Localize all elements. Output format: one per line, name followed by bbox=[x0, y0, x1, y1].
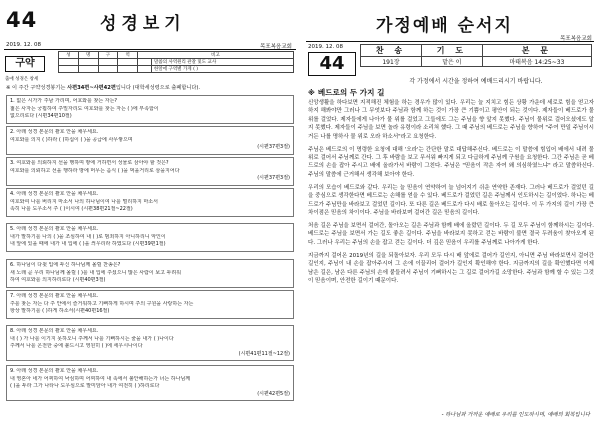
table-header: 찬 송 bbox=[361, 45, 422, 57]
question-prompt: 1. 없은 시가가 주남 가리며, 어호와를 찾는 자는? bbox=[10, 98, 118, 104]
article-paragraph: 지금까지 걸어온 2019년의 길을 되돌아보자. 우리 모두 다시 배 앞에로 걸어가 길인지, 아니면 주님 바라보면서 걸어간 길인지, 주님이 내 손을 잡아주시어 그 손에 이끌리어 걸어가 길인지 확인해야 한다. 지금까지의 길을 확인했다면 이제 남은 길은, 남은 다른 주님의 손에 붙들려서 주님이 기뻐하시는 그 길로 걸어가길 소망한다. 주님과 함께 할 수 있는 그것이 믿음이며, 안전한 길이기 때문이다. bbox=[308, 252, 594, 285]
table-row bbox=[59, 59, 294, 66]
question-line: 젊은 사자는 궁핍하여 주밀자리도 여호와를 찾는 자는 ( )에 부족함이 bbox=[10, 105, 159, 112]
attendance-table bbox=[58, 51, 294, 73]
article-title: ※ 베드로의 두 가지 길 bbox=[308, 88, 385, 97]
table-cell: 말씀의 사역원리 관찰 및도 교사 bbox=[152, 59, 294, 66]
question-line: 내가 말하기를 나의 ( )을 조심하여 내 ( )로 범죄하지 아니하리니 악인이 bbox=[10, 233, 166, 240]
question-prompt: 2. 아래 성경 본문의 괄호 안을 채우세요. bbox=[10, 129, 99, 135]
instruction: ※ 이 주간 구약성경봉기는 사편34편~사편42편입니다 (대학세성령으로 출폐합니다). bbox=[6, 85, 201, 91]
question-prompt: 4. 아래 성경 본문의 괄호 안을 채우세요. bbox=[10, 191, 99, 197]
question-reference: (시편41편11절~12절) bbox=[238, 350, 290, 357]
question-line: 여호와여 나를 버리지 마소서 나의 하나님이여 나를 멀리하지 마소서 bbox=[10, 198, 158, 205]
question-reference: (시편42편5절) bbox=[257, 390, 290, 397]
issue-number: 44 bbox=[6, 8, 38, 32]
table-cell: 한알에 구역별 가게 ( ) bbox=[152, 66, 294, 73]
question-line: 내 앞에 있을 때에 내가 내 입에 ( )을 씌우리라 하였도다 (시편39편1절) bbox=[10, 241, 166, 248]
issue-number: 44 bbox=[308, 52, 356, 76]
reference-mark-icon: ※ bbox=[308, 89, 315, 97]
table-header: 구 bbox=[98, 52, 118, 59]
question-box bbox=[6, 290, 294, 319]
question-prompt: 9. 아래 성경 본문의 괄호 안을 채우세요. bbox=[10, 368, 99, 374]
section-box: 구약 bbox=[5, 56, 45, 72]
page-title: 성경보기 bbox=[100, 14, 186, 34]
prayer-cell: 맡은 이 bbox=[421, 57, 482, 67]
question-prompt: 8. 아래 성경 본문의 괄호 안을 채우세요. bbox=[10, 328, 99, 334]
table-header: 비고 bbox=[138, 52, 294, 59]
question-line: 항상 말하기를 ( )하게 하소서(시편40편16절) bbox=[10, 308, 110, 315]
table-header: 본 문 bbox=[482, 45, 591, 57]
question-line: 여호와를 의지 ( )하라 ( )하십이 ( )을 공급에 사무쌓으며 bbox=[10, 136, 133, 143]
table-header: 성 bbox=[59, 52, 79, 59]
worship-order-page bbox=[300, 0, 600, 424]
question-box bbox=[6, 259, 294, 288]
question-line: 속히 나를 도우소서 주 ( )이시여 (시편38편21절~22절) bbox=[10, 206, 133, 213]
question-reference: (시편37편3절) bbox=[257, 144, 290, 151]
article-paragraph: 주님은 베드로의 이 명령한 요청에 대해 '오라'는 간단한 말로 대답해주신다. 베드로는 이 말씀에 힘입어 배에서 내려 물위로 걸어서 주님께로 간다. 그 후 바람을 보고 무서워 빠지게 되고 다급하게 주님께 구원을 요청한다. 그간 주님은 곧 베드로의 손을 잡아 주시고 배에 올라가서 바람이 그친다. 주님은 "믿음이 작은 자여 왜 의심하였느냐" 라고 말씀하신다. 주님의 말씀에 근거해서 생각해 보아야 한다. bbox=[308, 146, 594, 178]
question-line: 새 노래 곧 우리 하나님께 올릴 ( )를 내 입에 주셨으니 많은 사람이 보고 두려워 bbox=[10, 269, 182, 276]
question-prompt: 5. 아래 성경 본문의 괄호 안을 채우세요. bbox=[10, 226, 99, 232]
church-name: 목포복음교회 bbox=[560, 36, 592, 42]
question-box bbox=[6, 223, 294, 252]
question-line: 없으리로다 (시편34편10절) bbox=[10, 113, 72, 120]
question-prompt: 3. 여호와를 의뢰하지 선을 행하며 땅에 거하면서 성물로 삼아야 할 것은? bbox=[10, 160, 169, 166]
question-line: 내 ( ) 가 나를 이기지 못하오니 주께서 나를 기뻐하시는 줄을 내가 ( )나이다 bbox=[10, 335, 174, 342]
article-body bbox=[308, 99, 594, 290]
date: 2019. 12. 08 bbox=[308, 44, 343, 50]
question-box bbox=[6, 365, 294, 401]
question-line: 하여 여호와를 의지하리로다 (시편40편3절) bbox=[10, 277, 106, 284]
question-box bbox=[6, 325, 294, 361]
table-row bbox=[59, 66, 294, 73]
question-box bbox=[6, 126, 294, 155]
date: 2019. 12. 08 bbox=[6, 42, 41, 48]
article-paragraph: 우리의 모습이 베드로와 같다. 우리는 늘 믿음이 연약하여 늘 넘어지기 쉬운 연약한 존재다. 그러나 베드로가 걸었던 길을 중심으로 생각한다면 베드로는 손해를 얻을 수 있다. 베드로가 걸었던 길은 주님께서 인도하시는 길이었다. 하나는 베드로가 주님만을 바라보고 걸었던 길이다. 또 다른 길은 베드로가 다시 배로 돌아오는 길이다. 이 두 가지의 길이 가장 큰 차이점은 믿음의 차이이다. 주님을 바라보며 걸어간 길은 믿음의 길이다. bbox=[308, 184, 594, 217]
question-line: 여호와를 의뢰하고 선을 행하라 땅에 머무는 음식 ( )을 먹을거리로 삼을지어다 bbox=[10, 167, 180, 174]
header-divider bbox=[4, 49, 296, 50]
question-box bbox=[6, 95, 294, 124]
question-prompt: 6. 하나님이 다윗 입에 두신 하나님께 올릴 찬송은? bbox=[10, 262, 121, 268]
hymn-cell: 191장 bbox=[361, 57, 422, 67]
page-title: 가정예배 순서지 bbox=[376, 16, 513, 36]
table-header: 역 bbox=[118, 52, 138, 59]
question-reference: (시편37편3절) bbox=[257, 175, 290, 182]
scripture-cell: 마태복음 14:25~33 bbox=[482, 57, 591, 67]
question-line: 주께서 나를 온전한 중에 붙드시고 영원히 ( )에 세우시나이다 bbox=[10, 343, 143, 350]
header-divider bbox=[306, 41, 594, 42]
article-paragraph: 처음 길은 주님을 보면서 걸어간, 돌아오는 길은 주님과 함께 배에 올랐던 길이다. 두 길 모두 주님이 함께하시는 길이다. 베드로는 주님을 보면서 가는 길도 좋은 길이다. 주님을 바라보지 못하고 걷는 바람이 불면 결국 두려움이 찾아오게 된다. 그러나 우리는 주님의 손을 잡고 걷는 길이다. 더 깊은 믿음이 우리를 주님께로 나아가게 한다. bbox=[308, 223, 594, 246]
table-row bbox=[361, 57, 592, 67]
table-header: 기 도 bbox=[421, 45, 482, 57]
signature: - 하나님과 가까운 예배로 우리를 인도하시며, 예배의 회복입니다 bbox=[441, 412, 590, 418]
worship-note: 각 가정에서 시간을 정하여 예배드리시기 바랍니다. bbox=[409, 78, 543, 85]
question-line: 내 영혼아 네가 어찌하여 낙심하며 어찌하여 내 속에서 불안해하는가 너는 하나님께 bbox=[10, 375, 191, 382]
worship-order-table bbox=[360, 44, 592, 67]
section-subtitle: 출애 성경은 창세 bbox=[5, 77, 39, 82]
question-line: 주를 찾는 자는 다 주 안에서 즐거워하고 기뻐하게 하시며 주의 구원을 사랑하는 자는 bbox=[10, 300, 194, 307]
question-line: ( )을 두라 그가 나타나 도우심으로 말미암아 내가 여전히 ( )하리로다 bbox=[10, 383, 160, 390]
question-prompt: 7. 아래 성경 본문의 괄호 안을 채우세요. bbox=[10, 293, 99, 299]
question-box bbox=[6, 188, 294, 217]
table-header: 명 bbox=[78, 52, 98, 59]
article-paragraph: 신앙생활을 하다보면 지적해진 체험을 하는 경우가 많이 있다. 우리는 늘 지치고 힘든 상황 가운데 세로로 힘을 얻고자 하지 해봐야만 그러나 그 무엇보다 주님과 함께 하는 것이 가장 큰 기쁨이고 평안이 되는 것이다. 제자들이 베드로가 물 위를 걸었다. 제자들에게 나아가 물 위를 걸었고 그들에도 그는 주님을 향 앞지 못했다. 주님이 물위로 걸어오셨에도 알지 못했다. 제자들이 주님을 보면 놀라 유령이라 소리쳐 했다. 그 때 주님의 베드로는 주님을 향하여 "주여 만일 주님이시거든 나를 명하사 물 위로 오라 하소서"라고 요청한다. bbox=[308, 100, 594, 140]
church-name: 목포복음교회 bbox=[260, 44, 292, 50]
question-box bbox=[6, 157, 294, 186]
